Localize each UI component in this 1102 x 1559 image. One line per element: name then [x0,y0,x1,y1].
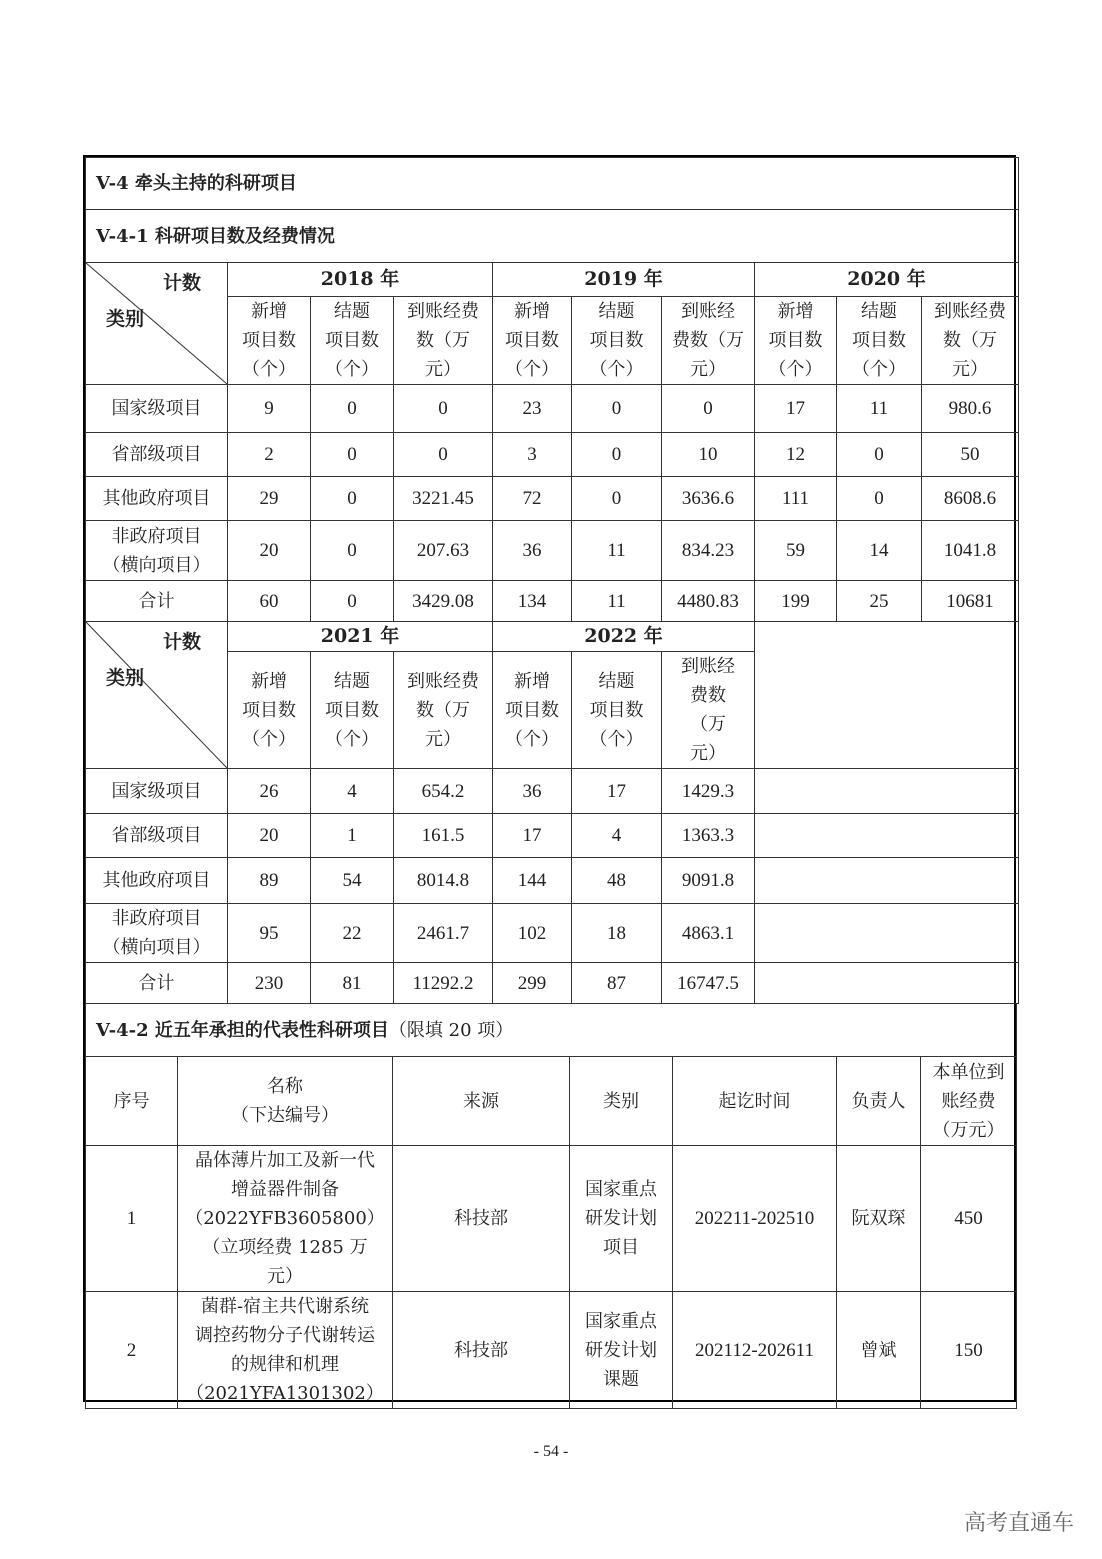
rep-cell-period: 202211-202510 [673,1146,837,1292]
table-cell: 1041.8 [922,521,1019,581]
col-header-new: 新增 项目数 （个） [228,297,311,385]
rep-cell-type: 国家重点 研发计划 课题 [570,1292,673,1409]
table-cell: 2461.7 [394,904,493,963]
table-cell: 22 [311,904,394,963]
col-header-funds: 到账经 费数（万 元） [662,297,755,385]
rep-cell-type: 国家重点 研发计划 项目 [570,1146,673,1292]
table-cell: 16747.5 [662,963,755,1004]
table-cell: 8014.8 [394,858,493,904]
corner-header [86,263,228,385]
year-header: 2018 年 [228,263,493,297]
table-cell: 20 [228,521,311,581]
row-label: 其他政府项目 [86,477,228,521]
rep-header-period: 起讫时间 [673,1057,837,1146]
table-cell: 11 [572,521,662,581]
col-header-closed: 结题 项目数 （个） [311,297,394,385]
table-cell: 8608.6 [922,477,1019,521]
col-header-closed: 结题 项目数 （个） [572,652,662,769]
rep-cell-source: 科技部 [393,1146,570,1292]
year-header: 2020 年 [755,263,1019,297]
table-cell: 0 [394,433,493,477]
rep-header-no: 序号 [86,1057,178,1146]
table-row [86,904,1019,963]
table-cell: 17 [572,769,662,814]
table-cell: 50 [922,433,1019,477]
table-cell: 230 [228,963,311,1004]
rep-cell-lead: 阮双琛 [837,1146,921,1292]
rep-header-name: 名称 （下达编号） [178,1057,393,1146]
table-cell: 0 [311,385,394,433]
table-cell: 11 [837,385,922,433]
rep-header-source: 来源 [393,1057,570,1146]
table-cell: 299 [493,963,572,1004]
table-row [86,963,1019,1004]
subsection-title-1: V-4-1 科研项目数及经费情况 [86,210,1019,263]
table-cell: 0 [311,581,394,622]
col-header-new: 新增 项目数 （个） [493,652,572,769]
row-label: 非政府项目 （横向项目） [86,904,228,963]
col-header-funds: 到账经费 数（万 元） [394,652,493,769]
table-cell: 980.6 [922,385,1019,433]
table-row [86,521,1019,581]
table-cell: 0 [311,477,394,521]
table-cell: 29 [228,477,311,521]
table-cell: 4480.83 [662,581,755,622]
rep-cell-lead: 曾斌 [837,1292,921,1409]
table-cell: 89 [228,858,311,904]
table-cell: 0 [837,433,922,477]
table-cell: 14 [837,521,922,581]
table-cell: 207.63 [394,521,493,581]
table-cell: 4 [311,769,394,814]
table-cell: 81 [311,963,394,1004]
table-cell: 25 [837,581,922,622]
research-table [85,157,1019,1004]
empty-cell [755,769,1019,814]
rep-cell-name: 晶体薄片加工及新一代 增益器件制备 （2022YFB3605800） （立项经费 1285 万 元） [178,1146,393,1292]
rep-cell-name: 菌群-宿主共代谢系统 调控药物分子代谢转运 的规律和机理 （2021YFA1301302） [178,1292,393,1409]
table-cell: 36 [493,769,572,814]
representative-projects-table [85,1003,1017,1409]
row-label: 省部级项目 [86,814,228,858]
table-cell: 654.2 [394,769,493,814]
col-header-funds: 到账经 费数 （万 元） [662,652,755,769]
table-row [86,1292,1017,1409]
table-cell: 54 [311,858,394,904]
rep-header-lead: 负责人 [837,1057,921,1146]
table-cell: 36 [493,521,572,581]
rep-cell-source: 科技部 [393,1292,570,1409]
table-cell: 12 [755,433,837,477]
subsection-title-2 [86,1004,1017,1057]
page-number: - 54 - [533,1443,569,1460]
col-header-new: 新增 项目数 （个） [228,652,311,769]
col-header-closed: 结题 项目数 （个） [837,297,922,385]
table-cell: 59 [755,521,837,581]
table-cell: 26 [228,769,311,814]
table-row [86,581,1019,622]
row-label: 合计 [86,963,228,1004]
table-cell: 1 [311,814,394,858]
table-row [86,814,1019,858]
table-cell: 3221.45 [394,477,493,521]
table-cell: 0 [662,385,755,433]
table-cell: 0 [311,521,394,581]
table-cell: 95 [228,904,311,963]
table-cell: 161.5 [394,814,493,858]
table-cell: 3429.08 [394,581,493,622]
table-row [86,769,1019,814]
watermark: 高考直通车 [963,1511,1074,1536]
rep-header-type: 类别 [570,1057,673,1146]
year-header: 2022 年 [493,622,755,652]
table-cell: 9 [228,385,311,433]
rep-cell-period: 202112-202611 [673,1292,837,1409]
row-label: 国家级项目 [86,769,228,814]
empty-cell [755,814,1019,858]
table-cell: 18 [572,904,662,963]
corner-header [86,622,228,769]
table-cell: 2 [228,433,311,477]
table-cell: 0 [572,477,662,521]
table-cell: 4863.1 [662,904,755,963]
table-cell: 144 [493,858,572,904]
table-cell: 0 [837,477,922,521]
col-header-funds: 到账经费 数（万 元） [394,297,493,385]
table-cell: 834.23 [662,521,755,581]
table-cell: 60 [228,581,311,622]
table-cell: 111 [755,477,837,521]
row-label: 国家级项目 [86,385,228,433]
row-label: 非政府项目 （横向项目） [86,521,228,581]
table-cell: 23 [493,385,572,433]
table-cell: 0 [572,385,662,433]
table-cell: 134 [493,581,572,622]
table-cell: 11 [572,581,662,622]
table-cell: 3636.6 [662,477,755,521]
corner-count-label: 计数 [162,272,201,294]
table-row [86,1146,1017,1292]
table-row [86,433,1019,477]
subsection-title-2-note: （限填 20 项） [388,1019,514,1041]
table-row [86,385,1019,433]
rep-cell-no: 2 [86,1292,178,1409]
year-header: 2021 年 [228,622,493,652]
rep-header-fund: 本单位到 账经费 （万元） [921,1057,1017,1146]
table-row [86,477,1019,521]
table-cell: 4 [572,814,662,858]
table-cell: 11292.2 [394,963,493,1004]
row-label: 其他政府项目 [86,858,228,904]
table-cell: 0 [311,433,394,477]
table-cell: 17 [755,385,837,433]
subsection-title-2-text: V-4-2 近五年承担的代表性科研项目 [96,1019,389,1041]
col-header-new: 新增 项目数 （个） [755,297,837,385]
table-cell: 48 [572,858,662,904]
year-header: 2019 年 [493,263,755,297]
rep-cell-fund: 150 [921,1292,1017,1409]
empty-cell [755,904,1019,963]
table-cell: 1363.3 [662,814,755,858]
table-cell: 1429.3 [662,769,755,814]
table-row [86,858,1019,904]
col-header-new: 新增 项目数 （个） [493,297,572,385]
table-cell: 9091.8 [662,858,755,904]
table-cell: 87 [572,963,662,1004]
col-header-closed: 结题 项目数 （个） [572,297,662,385]
table-cell: 20 [228,814,311,858]
document-frame [83,155,1016,1402]
rep-cell-fund: 450 [921,1146,1017,1292]
empty-cell [755,622,1019,769]
table-cell: 199 [755,581,837,622]
table-cell: 3 [493,433,572,477]
empty-cell [755,858,1019,904]
col-header-closed: 结题 项目数 （个） [311,652,394,769]
corner-category-label: 类别 [106,667,145,689]
table-cell: 72 [493,477,572,521]
corner-count-label: 计数 [162,631,201,653]
col-header-funds: 到账经费 数（万 元） [922,297,1019,385]
table-cell: 0 [572,433,662,477]
corner-category-label: 类别 [106,308,145,330]
section-title: V-4 牵头主持的科研项目 [86,158,1019,210]
row-label: 合计 [86,581,228,622]
table-cell: 10681 [922,581,1019,622]
table-cell: 10 [662,433,755,477]
table-cell: 17 [493,814,572,858]
empty-cell [755,963,1019,1004]
table-cell: 0 [394,385,493,433]
row-label: 省部级项目 [86,433,228,477]
table-cell: 102 [493,904,572,963]
rep-cell-no: 1 [86,1146,178,1292]
